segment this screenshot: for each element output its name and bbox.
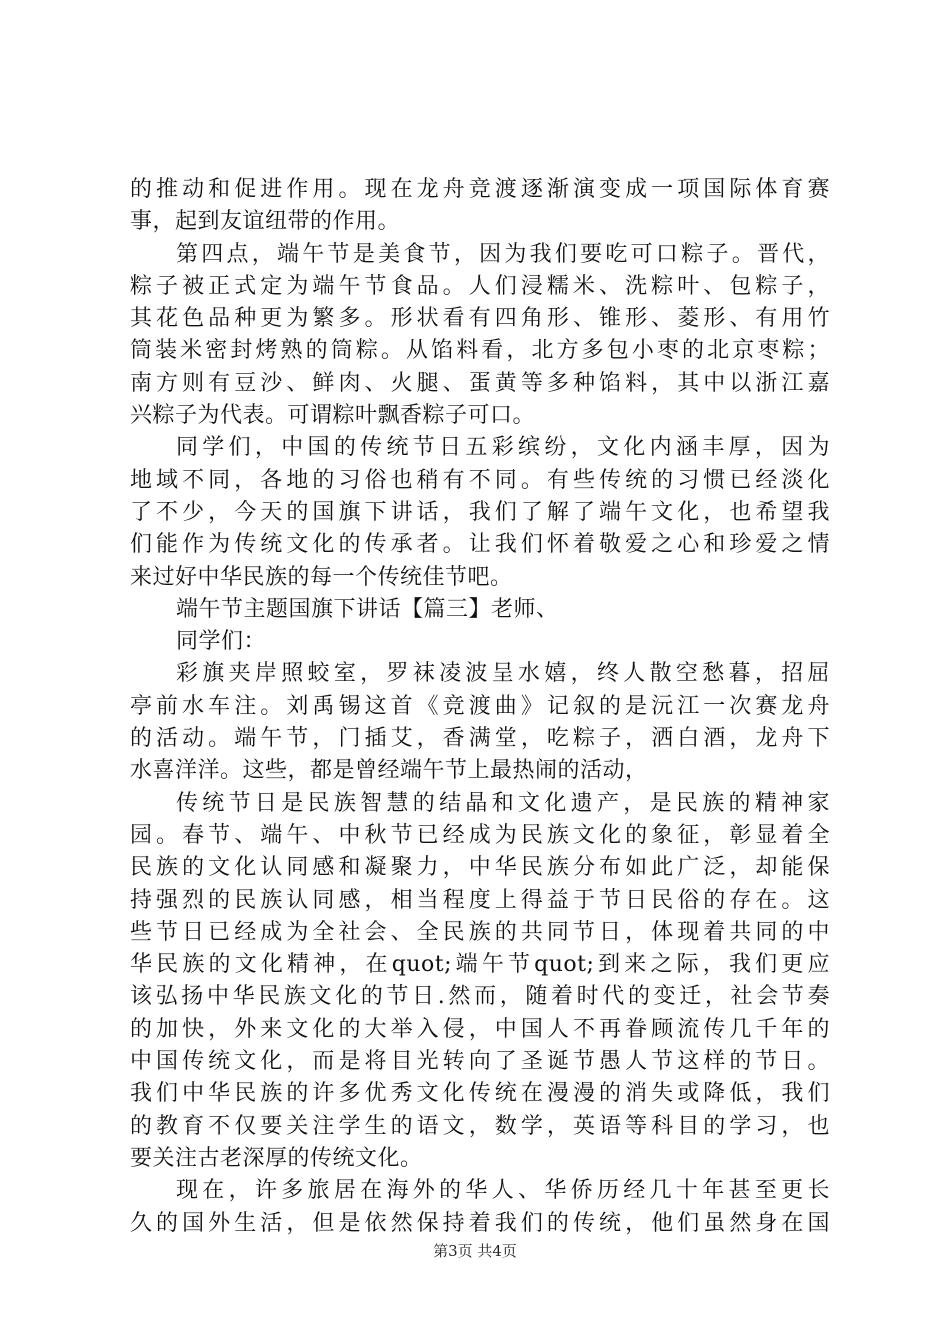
text-line: 南方则有豆沙、鲜肉、火腿、蛋黄等多种馅料，其中以浙江嘉 (130, 370, 830, 396)
text-line: 华民族的文化精神，在quot;端午节quot;到来之际，我们更应 (130, 952, 830, 978)
text-line: 民族的文化认同感和凝聚力，中华民族分布如此广泛，却能保 (130, 855, 830, 881)
text-line: 水喜洋洋。这些，都是曾经端午节上最热闹的活动， (130, 758, 648, 784)
text-line: 亭前水车注。刘禹锡这首《竞渡曲》记叙的是沅江一次赛龙舟 (130, 693, 830, 719)
text-line: 些节日已经成为全社会、全民族的共同节日，体现着共同的中 (130, 919, 830, 945)
page-number-footer: 第3页 共4页 (433, 1242, 517, 1260)
text-line: 地域不同，各地的习俗也稍有不同。有些传统的习惯已经淡化 (130, 467, 830, 493)
text-line: 持强烈的民族认同感，相当程度上得益于节日民俗的存在。这 (130, 887, 830, 913)
text-line: 第四点，端午节是美食节，因为我们要吃可口粽子。晋代， (176, 241, 830, 267)
text-line: 园。春节、端午、中秋节已经成为民族文化的象征，彰显着全 (130, 822, 830, 848)
text-line: 同学们，中国的传统节日五彩缤纷，文化内涵丰厚，因为 (176, 435, 830, 461)
text-line: 的推动和促进作用。现在龙舟竞渡逐渐演变成一项国际体育赛 (130, 177, 830, 202)
text-line: 久的国外生活，但是依然保持着我们的传统，他们虽然身在国 (130, 1210, 830, 1236)
text-line: 中国传统文化，而是将目光转向了圣诞节愚人节这样的节日。 (130, 1049, 830, 1075)
text-line: 了不少，今天的国旗下讲话，我们了解了端午文化，也希望我 (130, 499, 830, 525)
text-line: 端午节主题国旗下讲话【篇三】老师、 (176, 596, 559, 622)
text-line: 事，起到友谊纽带的作用。 (130, 209, 401, 235)
text-line: 的活动。端午节，门插艾，香满堂，吃粽子，洒白酒，龙舟下 (130, 726, 830, 752)
text-line: 的加快，外来文化的大举入侵，中国人不再眷顾流传几千年的 (130, 1016, 830, 1042)
text-line: 兴粽子为代表。可谓粽叶飘香粽子可口。 (130, 403, 536, 429)
text-line: 的教育不仅要关注学生的语文，数学，英语等科目的学习，也 (130, 1113, 830, 1139)
text-line: 该弘扬中华民族文化的节日.然而，随着时代的变迁，社会节奏 (130, 984, 830, 1010)
text-line: 筒装米密封烤熟的筒粽。从馅料看，北方多包小枣的北京枣粽； (130, 338, 830, 364)
text-line: 现在，许多旅居在海外的华人、华侨历经几十年甚至更长 (176, 1178, 830, 1204)
text-line: 其花色品种更为繁多。形状看有四角形、锥形、菱形、有用竹 (130, 306, 830, 332)
body-text (130, 174, 830, 1240)
text-line: 同学们： (176, 629, 267, 655)
text-line: 粽子被正式定为端午节食品。人们浸糯米、洗粽叶、包粽子， (130, 273, 830, 299)
text-line: 我们中华民族的许多优秀文化传统在漫漫的消失或降低，我们 (130, 1081, 830, 1107)
text-line: 来过好中华民族的每一个传统佳节吧。 (130, 564, 513, 590)
text-line: 彩旗夹岸照蛟室，罗袜凌波呈水嬉，终人散空愁暮，招屈 (176, 661, 830, 687)
text-line: 们能作为传统文化的传承者。让我们怀着敬爱之心和珍爱之情 (130, 532, 830, 558)
text-line: 要关注古老深厚的传统文化。 (130, 1145, 423, 1171)
text-line: 传统节日是民族智慧的结晶和文化遗产，是民族的精神家 (176, 790, 830, 816)
